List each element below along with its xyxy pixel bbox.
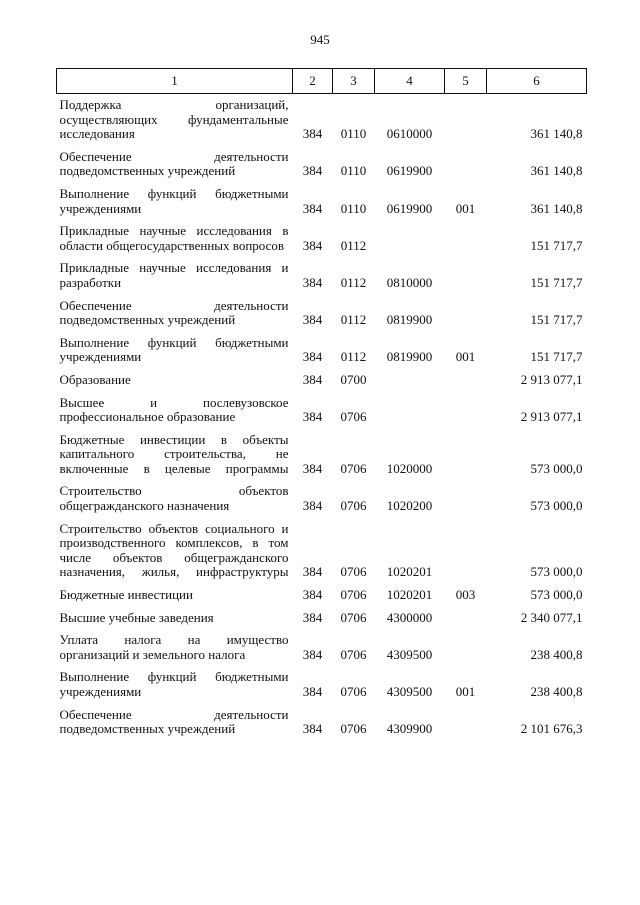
row-amount: 573 000,0: [530, 460, 583, 476]
table-header: [57, 69, 587, 94]
row-col-3: 0700: [340, 371, 367, 387]
row-col-5: [445, 484, 487, 513]
row-col-3: 0706: [340, 409, 367, 425]
row-col-5: [445, 373, 487, 388]
row-col-2: 384: [302, 460, 323, 476]
row-amount: 573 000,0: [530, 498, 583, 514]
header-col-6: 6: [487, 69, 587, 94]
row-name: Выполнение функций бюджетными учреждениями: [59, 185, 289, 216]
row-amount: 2 913 077,1: [520, 409, 583, 425]
row-amount: 2 340 077,1: [520, 609, 583, 625]
row-col-4: 0819900: [386, 312, 433, 328]
row-col-5: 001: [455, 200, 476, 216]
row-name: Поддержка организаций, осуществляющих фундаментальные исследования: [59, 97, 289, 142]
row-col-2: 384: [302, 200, 323, 216]
table-row: [57, 396, 587, 425]
row-name: Обеспечение деятельности подведомственных учреждений: [59, 297, 289, 328]
row-col-2: 384: [302, 646, 323, 662]
row-col-3: 0706: [340, 684, 367, 699]
row-col-5: [445, 150, 487, 179]
budget-table: [56, 68, 587, 737]
row-amount: 238 400,8: [530, 684, 583, 699]
table-row: [57, 94, 587, 142]
row-col-5: [445, 522, 487, 580]
row-col-2: 384: [302, 587, 323, 603]
table-row: [57, 336, 587, 365]
row-name: Прикладные научные исследования и разработки: [59, 260, 289, 290]
table-row: [57, 670, 587, 699]
row-col-5: [445, 396, 487, 425]
row-col-5: [445, 633, 487, 662]
row-name: Выполнение функций бюджетными учреждениями: [59, 334, 289, 365]
row-name: Образование: [59, 371, 131, 387]
row-col-4: 0610000: [386, 126, 433, 142]
row-col-2: 384: [302, 371, 323, 387]
row-col-3: 0706: [340, 498, 367, 514]
row-col-3: 0110: [340, 163, 367, 179]
row-col-2: 384: [302, 409, 323, 425]
row-amount: 573 000,0: [530, 587, 583, 603]
row-col-3: 0112: [340, 274, 367, 290]
row-amount: 151 717,7: [530, 312, 583, 328]
row-col-4: [375, 373, 445, 388]
row-col-5: [445, 94, 487, 142]
row-col-5: [445, 433, 487, 477]
table-row: [57, 224, 587, 253]
row-amount: 238 400,8: [530, 646, 583, 662]
table-row: [57, 588, 587, 603]
row-col-3: 0706: [340, 721, 367, 737]
row-col-2: 384: [302, 684, 323, 699]
row-col-3: 0112: [340, 312, 367, 328]
row-name: Обеспечение деятельности подведомственных учреждений: [59, 148, 289, 179]
row-name: Обеспечение деятельности подведомственных учреждений: [59, 706, 289, 737]
row-name: Бюджетные инвестиции: [59, 587, 193, 603]
row-amount: 151 717,7: [530, 274, 583, 290]
row-col-2: 384: [302, 163, 323, 179]
table-row: [57, 484, 587, 513]
row-name: Строительство объектов общегражданского назначения: [59, 483, 289, 514]
table-row: [57, 150, 587, 179]
row-name: Высшие учебные заведения: [59, 609, 214, 625]
row-col-3: 0112: [340, 349, 367, 365]
row-name: Прикладные научные исследования в области общегосударственных вопросов: [59, 223, 289, 253]
table-row: [57, 433, 587, 477]
table-row: [57, 633, 587, 662]
row-amount: 361 140,8: [530, 200, 583, 216]
row-col-2: 384: [302, 349, 323, 365]
header-col-1: 1: [57, 69, 293, 94]
row-name: Бюджетные инвестиции в объекты капитального строительства, не включенные в целевые программы: [59, 431, 289, 476]
table-row: [57, 187, 587, 216]
page-number: 945: [310, 32, 330, 47]
row-amount: 2 101 676,3: [520, 721, 583, 737]
table-row: [57, 522, 587, 580]
row-col-3: 0706: [340, 564, 367, 580]
row-col-2: 384: [302, 312, 323, 328]
table-row: [57, 611, 587, 626]
header-col-4: 4: [375, 69, 445, 94]
row-col-5: [445, 261, 487, 290]
row-name: Выполнение функций бюджетными учреждениями: [59, 669, 289, 699]
row-col-2: 384: [302, 498, 323, 514]
row-col-5: [445, 708, 487, 737]
row-col-4: 1020000: [386, 460, 433, 476]
row-col-3: 0110: [340, 126, 367, 142]
header-col-2: 2: [293, 69, 333, 94]
row-amount: 151 717,7: [530, 237, 583, 253]
row-col-3: 0112: [340, 237, 367, 253]
row-col-4: 1020201: [386, 587, 433, 603]
table-row: [57, 373, 587, 388]
row-col-4: 4309500: [386, 646, 433, 662]
row-col-4: 1020201: [386, 564, 433, 580]
row-amount: 573 000,0: [530, 564, 583, 580]
row-col-4: 4309900: [386, 721, 433, 737]
row-col-5: [445, 224, 487, 253]
row-col-5: 001: [455, 349, 476, 365]
row-col-3: 0706: [340, 460, 367, 476]
table-row: [57, 261, 587, 290]
row-amount: 361 140,8: [530, 126, 583, 142]
row-col-4: 0819900: [386, 349, 433, 365]
row-col-2: 384: [302, 609, 323, 625]
row-col-4: 0619900: [386, 163, 433, 179]
row-col-2: 384: [302, 274, 323, 290]
header-col-5: 5: [445, 69, 487, 94]
row-col-4: 4309500: [386, 684, 433, 699]
row-col-4: 0619900: [386, 200, 433, 216]
header-row: [57, 69, 587, 94]
row-col-4: 1020200: [386, 498, 433, 514]
row-col-2: 384: [302, 721, 323, 737]
row-col-5: [445, 299, 487, 328]
row-col-4: [375, 396, 445, 425]
row-col-3: 0110: [340, 200, 367, 216]
table-row: [57, 708, 587, 737]
row-col-2: 384: [302, 237, 323, 253]
row-amount: 2 913 077,1: [520, 371, 583, 387]
row-col-2: 384: [302, 564, 323, 580]
row-col-2: 384: [302, 126, 323, 142]
row-name: Уплата налога на имущество организаций и земельного налога: [59, 632, 289, 662]
header-col-3: 3: [333, 69, 375, 94]
row-col-5: 001: [455, 684, 476, 699]
table-body: [57, 94, 587, 737]
table-row: [57, 299, 587, 328]
row-col-3: 0706: [340, 646, 367, 662]
row-col-5: [445, 611, 487, 626]
row-col-5: 003: [455, 587, 476, 603]
row-amount: 361 140,8: [530, 163, 583, 179]
row-col-4: 0810000: [386, 274, 433, 290]
row-name: Строительство объектов социального и производственного комплексов, в том числе объектов общегражданского назначения, жилья, инфраструктуры: [59, 520, 289, 580]
row-col-4: [375, 224, 445, 253]
row-col-3: 0706: [340, 609, 367, 625]
row-amount: 151 717,7: [530, 349, 583, 365]
row-col-3: 0706: [340, 587, 367, 603]
row-col-4: 4300000: [386, 609, 433, 625]
row-name: Высшее и послевузовское профессиональное образование: [59, 394, 289, 425]
